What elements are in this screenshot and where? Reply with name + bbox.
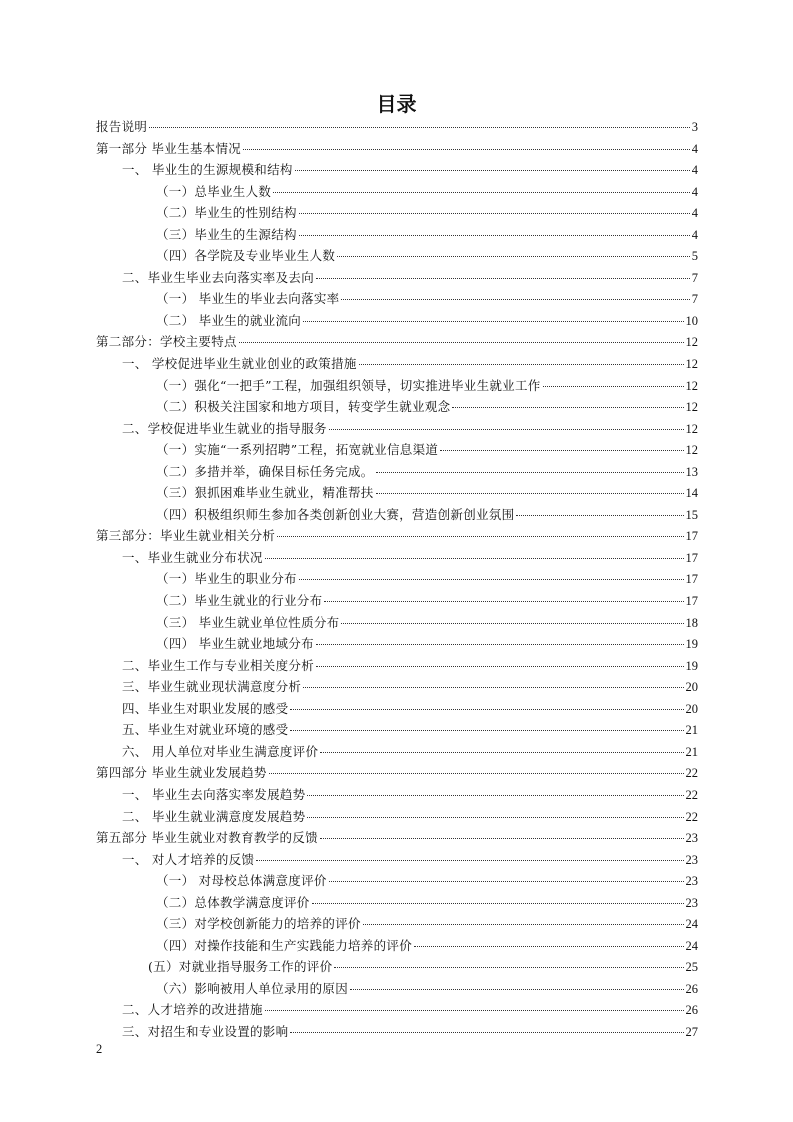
toc-entry-label: 第五部分 毕业生就业对教育教学的反馈 bbox=[96, 830, 318, 846]
toc-entry[interactable] bbox=[96, 568, 698, 590]
toc-entry[interactable] bbox=[96, 612, 698, 634]
toc-entry-label: （二）积极关注国家和地方项目，转变学生就业观念 bbox=[156, 399, 451, 415]
toc-entry[interactable] bbox=[96, 676, 698, 698]
toc-entry[interactable] bbox=[96, 525, 698, 547]
toc-entry[interactable] bbox=[96, 396, 698, 418]
toc-dot-leader bbox=[440, 450, 683, 451]
toc-entry[interactable] bbox=[96, 181, 698, 203]
toc-dot-leader bbox=[414, 946, 683, 947]
toc-dot-leader bbox=[243, 149, 690, 150]
toc-entry-label: （三）狠抓困难毕业生就业，精准帮扶 bbox=[156, 485, 374, 501]
toc-entry[interactable] bbox=[96, 741, 698, 763]
toc-entry-page: 15 bbox=[685, 507, 698, 522]
toc-entry-page: 7 bbox=[691, 292, 698, 307]
toc-entry-page: 12 bbox=[685, 443, 698, 458]
toc-entry-label: 二、人才培养的改进措施 bbox=[122, 1002, 263, 1018]
toc-entry[interactable] bbox=[96, 245, 698, 267]
toc-dot-leader bbox=[299, 579, 684, 580]
toc-dot-leader bbox=[312, 903, 684, 904]
toc-entry-page: 3 bbox=[691, 120, 698, 134]
toc-entry-page: 4 bbox=[691, 141, 698, 156]
toc-dot-leader bbox=[303, 687, 683, 688]
toc-dot-leader bbox=[299, 213, 690, 214]
toc-entry[interactable] bbox=[96, 999, 698, 1021]
toc-entry-page: 23 bbox=[685, 874, 698, 889]
toc-entry[interactable] bbox=[96, 655, 698, 677]
toc-dot-leader bbox=[303, 321, 683, 322]
toc-dot-leader bbox=[341, 299, 689, 300]
toc-entry[interactable] bbox=[96, 159, 698, 181]
toc-dot-leader bbox=[256, 860, 683, 861]
toc-entry-label: 三、对招生和专业设置的影响 bbox=[122, 1023, 289, 1039]
toc-entry-page: 4 bbox=[691, 163, 698, 178]
toc-entry[interactable] bbox=[96, 375, 698, 397]
toc-dot-leader bbox=[295, 170, 690, 171]
toc-dot-leader bbox=[307, 817, 683, 818]
toc-entry-label: （四）对操作技能和生产实践能力培养的评价 bbox=[156, 937, 413, 953]
toc-entry[interactable] bbox=[96, 719, 698, 741]
toc-entry-label: （三）毕业生的生源结构 bbox=[156, 226, 297, 242]
toc-entry-page: 19 bbox=[685, 658, 698, 673]
toc-dot-leader bbox=[543, 386, 684, 387]
toc-entry-page: 13 bbox=[685, 464, 698, 479]
toc-entry-page: 22 bbox=[685, 809, 698, 824]
toc-entry-label: 一、 毕业生去向落实率发展趋势 bbox=[122, 786, 306, 802]
toc-entry-page: 20 bbox=[685, 701, 698, 716]
toc-entry-page: 12 bbox=[685, 335, 698, 350]
toc-entry[interactable] bbox=[96, 1021, 698, 1043]
toc-entry[interactable] bbox=[96, 784, 698, 806]
toc-dot-leader bbox=[329, 881, 684, 882]
toc-entry-label: （二）毕业生的性别结构 bbox=[156, 205, 297, 221]
toc-dot-leader bbox=[363, 924, 684, 925]
toc-dot-leader bbox=[341, 623, 683, 624]
toc-entry-label: （六）影响被用人单位录用的原因 bbox=[156, 980, 349, 996]
toc-dot-leader bbox=[376, 472, 684, 473]
toc-entry-label: （四） 毕业生就业地域分布 bbox=[156, 636, 314, 652]
toc-entry[interactable] bbox=[96, 892, 698, 914]
toc-entry-label: 二、毕业生毕业去向落实率及去向 bbox=[122, 269, 315, 285]
toc-entry-label: （一） 毕业生的毕业去向落实率 bbox=[156, 291, 340, 307]
toc-entry-page: 18 bbox=[685, 615, 698, 630]
toc-dot-leader bbox=[273, 192, 690, 193]
toc-entry-page: 25 bbox=[685, 960, 698, 975]
toc-entry-page: 12 bbox=[685, 378, 698, 393]
toc-entry-page: 22 bbox=[685, 787, 698, 802]
toc-dot-leader bbox=[320, 838, 684, 839]
toc-entry-label: 第二部分：学校主要特点 bbox=[96, 334, 237, 350]
toc-entry-page: 20 bbox=[685, 680, 698, 695]
toc-dot-leader bbox=[350, 989, 683, 990]
toc-entry[interactable] bbox=[96, 461, 698, 483]
toc-entry-label: 第三部分：毕业生就业相关分析 bbox=[96, 528, 276, 544]
toc-entry-page: 21 bbox=[685, 744, 698, 759]
toc-entry-label: （二）多措并举，确保目标任务完成。 bbox=[156, 463, 374, 479]
toc-entry[interactable] bbox=[96, 224, 698, 246]
toc-entry-label: 一、 学校促进毕业生就业创业的政策措施 bbox=[122, 356, 357, 372]
toc-entry-label: 三、毕业生就业现状满意度分析 bbox=[122, 679, 302, 695]
toc-entry-label: （二） 毕业生的就业流向 bbox=[156, 312, 302, 328]
toc-entry-page: 21 bbox=[685, 723, 698, 738]
toc-dot-leader bbox=[239, 342, 684, 343]
toc-entry[interactable] bbox=[96, 138, 698, 160]
table-of-contents bbox=[96, 116, 698, 1043]
toc-entry[interactable] bbox=[96, 547, 698, 569]
toc-entry[interactable] bbox=[96, 935, 698, 957]
toc-entry[interactable] bbox=[96, 913, 698, 935]
toc-entry-label: 一、 对人才培养的反馈 bbox=[122, 851, 255, 867]
toc-entry-page: 10 bbox=[685, 313, 698, 328]
toc-dot-leader bbox=[516, 515, 683, 516]
toc-entry[interactable] bbox=[96, 504, 698, 526]
toc-dot-leader bbox=[299, 235, 690, 236]
toc-entry[interactable] bbox=[96, 482, 698, 504]
toc-entry-label: （三）对学校创新能力的培养的评价 bbox=[156, 916, 361, 932]
toc-entry-page: 4 bbox=[691, 184, 698, 199]
toc-entry-page: 7 bbox=[691, 270, 698, 285]
toc-entry[interactable] bbox=[96, 827, 698, 849]
toc-dot-leader bbox=[265, 558, 684, 559]
toc-entry-page: 27 bbox=[685, 1024, 698, 1039]
toc-entry-label: (五）对就业指导服务工作的评价 bbox=[148, 959, 333, 975]
toc-entry[interactable] bbox=[96, 633, 698, 655]
toc-entry-page: 26 bbox=[685, 1003, 698, 1018]
toc-entry[interactable] bbox=[96, 267, 698, 289]
toc-entry-label: 第四部分 毕业生就业发展趋势 bbox=[96, 765, 267, 781]
toc-entry-page: 23 bbox=[685, 831, 698, 846]
toc-entry[interactable] bbox=[96, 956, 698, 978]
toc-dot-leader bbox=[290, 709, 683, 710]
toc-dot-leader bbox=[320, 752, 683, 753]
toc-entry-label: （四）积极组织师生参加各类创新创业大赛，营造创新创业氛围 bbox=[156, 506, 515, 522]
toc-dot-leader bbox=[307, 795, 683, 796]
toc-entry-page: 22 bbox=[685, 766, 698, 781]
toc-dot-leader bbox=[269, 773, 684, 774]
toc-entry-label: （二）毕业生就业的行业分布 bbox=[156, 593, 323, 609]
toc-entry-label: （二）总体教学满意度评价 bbox=[156, 894, 310, 910]
toc-dot-leader bbox=[265, 1010, 684, 1011]
toc-entry-page: 12 bbox=[685, 421, 698, 436]
toc-entry[interactable] bbox=[96, 806, 698, 828]
toc-entry[interactable] bbox=[96, 978, 698, 1000]
toc-dot-leader bbox=[334, 967, 683, 968]
toc-entry-page: 23 bbox=[685, 895, 698, 910]
toc-entry-label: （四）各学院及专业毕业生人数 bbox=[156, 248, 336, 264]
toc-entry[interactable] bbox=[96, 202, 698, 224]
toc-dot-leader bbox=[316, 278, 690, 279]
toc-entry[interactable] bbox=[96, 288, 698, 310]
toc-entry[interactable] bbox=[96, 310, 698, 332]
toc-entry-page: 17 bbox=[685, 594, 698, 609]
toc-entry-label: 一、 毕业生的生源规模和结构 bbox=[122, 162, 293, 178]
toc-dot-leader bbox=[316, 666, 683, 667]
toc-entry-page: 4 bbox=[691, 206, 698, 221]
toc-entry-label: （一） 对母校总体满意度评价 bbox=[156, 873, 327, 889]
toc-dot-leader bbox=[359, 364, 684, 365]
toc-entry[interactable] bbox=[96, 331, 698, 353]
toc-entry-label: 五、毕业生对就业环境的感受 bbox=[122, 722, 289, 738]
toc-dot-leader bbox=[329, 429, 684, 430]
toc-entry[interactable] bbox=[96, 116, 698, 138]
page-number: 2 bbox=[96, 1042, 103, 1056]
toc-entry-label: 第一部分 毕业生基本情况 bbox=[96, 140, 242, 156]
toc-entry-label: （一）毕业生的职业分布 bbox=[156, 571, 297, 587]
toc-dot-leader bbox=[337, 256, 690, 257]
toc-entry-label: （一）总毕业生人数 bbox=[156, 183, 272, 199]
toc-entry-label: （三） 毕业生就业单位性质分布 bbox=[156, 614, 340, 630]
toc-dot-leader bbox=[452, 407, 683, 408]
toc-dot-leader bbox=[376, 493, 684, 494]
toc-entry-page: 26 bbox=[685, 981, 698, 996]
toc-entry-page: 5 bbox=[691, 249, 698, 264]
toc-entry-label: 四、毕业生对职业发展的感受 bbox=[122, 700, 289, 716]
toc-entry-page: 19 bbox=[685, 637, 698, 652]
toc-entry[interactable] bbox=[96, 870, 698, 892]
toc-dot-leader bbox=[277, 536, 683, 537]
toc-entry[interactable] bbox=[96, 439, 698, 461]
toc-entry-page: 12 bbox=[685, 357, 698, 372]
toc-dot-leader bbox=[316, 644, 684, 645]
toc-entry-page: 17 bbox=[685, 529, 698, 544]
toc-entry-page: 24 bbox=[685, 938, 698, 953]
toc-entry-page: 23 bbox=[685, 852, 698, 867]
toc-dot-leader bbox=[149, 127, 690, 128]
toc-entry[interactable] bbox=[96, 418, 698, 440]
toc-entry-page: 17 bbox=[685, 572, 698, 587]
toc-entry-page: 14 bbox=[685, 486, 698, 501]
toc-entry-label: （一）强化“一把手”工程，加强组织领导，切实推进毕业生就业工作 bbox=[156, 377, 541, 393]
toc-entry-label: 报告说明 bbox=[96, 119, 148, 134]
toc-dot-leader bbox=[290, 1032, 683, 1033]
toc-entry-label: 六、 用人单位对毕业生满意度评价 bbox=[122, 743, 319, 759]
toc-entry[interactable] bbox=[96, 590, 698, 612]
toc-dot-leader bbox=[324, 601, 683, 602]
toc-entry-label: 二、学校促进毕业生就业的指导服务 bbox=[122, 420, 327, 436]
toc-entry-page: 24 bbox=[685, 917, 698, 932]
toc-entry-page: 17 bbox=[685, 550, 698, 565]
toc-entry-label: 一、毕业生就业分布状况 bbox=[122, 549, 263, 565]
toc-entry[interactable] bbox=[96, 353, 698, 375]
toc-entry-label: 二、 毕业生就业满意度发展趋势 bbox=[122, 808, 306, 824]
toc-entry-page: 12 bbox=[685, 400, 698, 415]
toc-entry[interactable] bbox=[96, 698, 698, 720]
toc-title: 目录 bbox=[376, 92, 417, 116]
toc-entry-label: 二、毕业生工作与专业相关度分析 bbox=[122, 657, 315, 673]
toc-dot-leader bbox=[290, 730, 683, 731]
toc-entry[interactable] bbox=[96, 849, 698, 871]
toc-entry-page: 4 bbox=[691, 227, 698, 242]
toc-entry-label: （一）实施“一系列招聘”工程，拓宽就业信息渠道 bbox=[156, 442, 439, 458]
toc-entry[interactable] bbox=[96, 762, 698, 784]
